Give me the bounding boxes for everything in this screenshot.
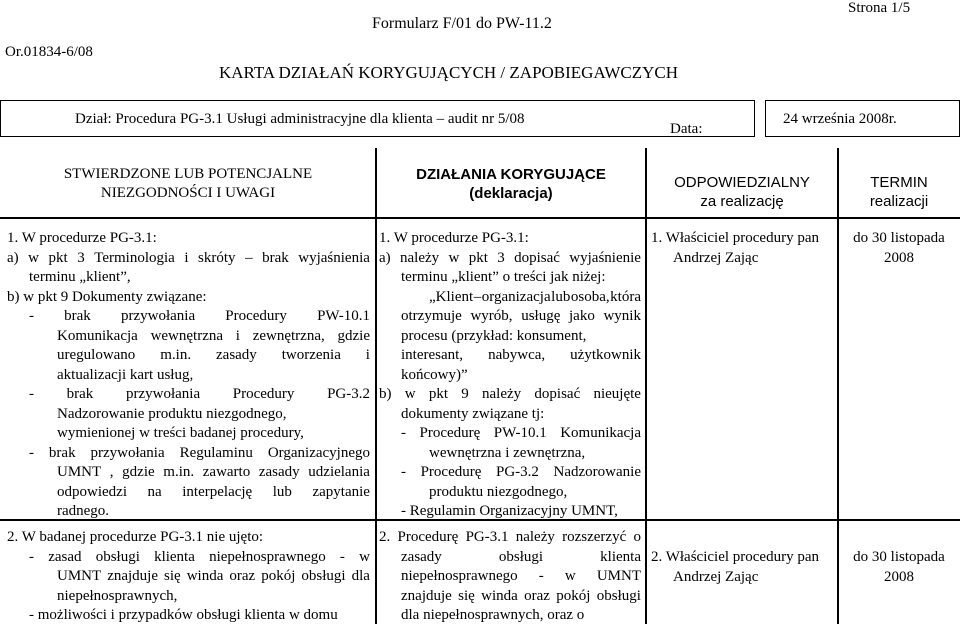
column-header-deadline bbox=[838, 173, 960, 211]
findings-cell bbox=[7, 528, 370, 626]
text-line: 1. W procedurze PG-3.1: bbox=[379, 230, 529, 246]
column-header-actions bbox=[376, 165, 646, 203]
column-divider bbox=[375, 148, 377, 624]
text-line: 2008 bbox=[884, 249, 914, 266]
page-number: Strona 1/5 bbox=[848, 0, 911, 16]
text-line: Nadzorowanie produktu niezgodnego, bbox=[57, 405, 287, 422]
text-line: odpowiedzi na interpelację lub zapytanie bbox=[57, 483, 370, 500]
text-line: Andrzej Zając bbox=[673, 568, 759, 585]
text-line: - Procedurę PG-3.2 Nadzorowanie bbox=[401, 464, 641, 480]
text-line: realizacji bbox=[869, 193, 929, 210]
text-line: Komunikacja wewnętrzna i zewnętrzna, gdzie bbox=[57, 327, 370, 344]
text-line: do 30 listopada bbox=[853, 230, 945, 246]
text-line: 2. Procedurę PG-3.1 należy rozszerzyć o bbox=[379, 529, 641, 545]
text-line: STWIERDZONE LUB POTENCJALNE bbox=[63, 166, 313, 182]
text-line: terminu „klient”, bbox=[29, 269, 131, 285]
text-line: wymienionej w treści badanej procedury, bbox=[57, 425, 304, 441]
actions-cell bbox=[379, 229, 641, 522]
text-line: do 30 listopada bbox=[853, 549, 945, 565]
text-line: procesu (przykład: konsument, bbox=[401, 327, 587, 344]
column-divider bbox=[645, 148, 647, 624]
responsible-cell bbox=[651, 229, 834, 268]
text-line: radnego. bbox=[57, 503, 110, 519]
deadline-cell bbox=[838, 548, 960, 587]
text-line: 1. Właściciel procedury pan bbox=[651, 230, 819, 246]
text-line: dokumenty związane tj: bbox=[401, 405, 545, 422]
text-line: znajduje się winda oraz pokój obsługi bbox=[401, 587, 641, 604]
text-line: aktualizacji kart usług, bbox=[57, 366, 194, 383]
text-line: DZIAŁANIA KORYGUJĄCE bbox=[416, 166, 606, 183]
text-line: b) w pkt 9 należy dopisać nieujęte bbox=[379, 386, 641, 402]
column-header-responsible bbox=[646, 173, 838, 211]
responsible-cell bbox=[651, 548, 834, 587]
text-line: NIEZGODNOŚCI I UWAGI bbox=[100, 185, 276, 201]
department-box bbox=[0, 100, 755, 137]
column-header-findings bbox=[0, 165, 376, 203]
text-line: 2. W badanej procedurze PG-3.1 nie ujęto: bbox=[7, 529, 264, 545]
text-line: niepełnosprawnego - w UMNT bbox=[401, 568, 641, 584]
document-title: KARTA DZIAŁAŃ KORYGUJĄCYCH / ZAPOBIEGAWCZYCH bbox=[219, 63, 679, 82]
header-rule bbox=[0, 217, 960, 219]
text-line: dla niepełnosprawnych, oraz o bbox=[401, 607, 585, 623]
text-line: uregulowano m.in. zasady tworzenia i bbox=[57, 347, 370, 363]
text-line: a) w pkt 3 Terminologia i skróty – brak wyjaśnienia bbox=[7, 249, 370, 266]
text-line: - brak przywołania Procedury PW-10.1 bbox=[29, 308, 370, 324]
text-line: 2. Właściciel procedury pan bbox=[651, 549, 819, 565]
deadline-cell bbox=[838, 229, 960, 268]
department-text: Dział: Procedura PG-3.1 Usługi administracyjne dla klienta – audit nr 5/08 bbox=[75, 111, 525, 127]
text-line: końcowy)” bbox=[401, 366, 468, 383]
text-line: terminu „klient” o treści jak niżej: bbox=[401, 269, 606, 285]
text-line: „Klient – organizacja lub osoba, która bbox=[429, 288, 641, 305]
text-line: (deklaracja) bbox=[469, 185, 553, 202]
text-line: - brak przywołania Procedury PG-3.2 bbox=[29, 386, 370, 402]
text-line: UMNT , gdzie m.in. zawarto zasady udzielania bbox=[57, 464, 370, 480]
date-value: 24 września 2008r. bbox=[783, 111, 897, 127]
text-line: wewnętrzna i zewnętrzna, bbox=[429, 444, 586, 461]
text-line: otrzymuje wyrób, usługę jako wynik bbox=[401, 308, 641, 324]
text-line: ODPOWIEDZIALNY bbox=[674, 174, 810, 191]
actions-cell bbox=[379, 528, 641, 626]
text-line: zasady obsługi klienta bbox=[401, 548, 641, 565]
text-line: za realizację bbox=[700, 193, 784, 210]
text-line: Andrzej Zając bbox=[673, 249, 759, 266]
text-line: - Procedurę PW-10.1 Komunikacja bbox=[401, 425, 641, 441]
text-line: - możliwości i przypadków obsługi klienta w domu bbox=[29, 607, 338, 623]
date-label: Data: bbox=[670, 121, 703, 137]
text-line: - Regulamin Organizacyjny UMNT, bbox=[401, 503, 618, 519]
text-line: 2008 bbox=[884, 568, 914, 585]
document-number: Or.01834-6/08 bbox=[5, 44, 93, 60]
text-line: b) w pkt 9 Dokumenty związane: bbox=[7, 288, 207, 305]
text-line: niepełnosprawnych, bbox=[57, 587, 178, 604]
text-line: 1. W procedurze PG-3.1: bbox=[7, 230, 157, 246]
text-line: UMNT znajduje się winda oraz pokój obsługi dla bbox=[57, 568, 370, 584]
text-line: - brak przywołania Regulaminu Organizacyjnego bbox=[29, 444, 370, 461]
text-line: produktu niezgodnego, bbox=[429, 483, 568, 500]
text-line: interesant, nabywca, użytkownik bbox=[401, 347, 641, 363]
text-line: TERMIN bbox=[870, 174, 928, 191]
findings-cell bbox=[7, 229, 370, 522]
date-box bbox=[765, 100, 960, 137]
form-code: Formularz F/01 do PW-11.2 bbox=[372, 15, 552, 32]
text-line: a) należy w pkt 3 dopisać wyjaśnienie bbox=[379, 249, 641, 266]
text-line: - zasad obsługi klienta niepełnosprawnego - w bbox=[29, 548, 370, 565]
